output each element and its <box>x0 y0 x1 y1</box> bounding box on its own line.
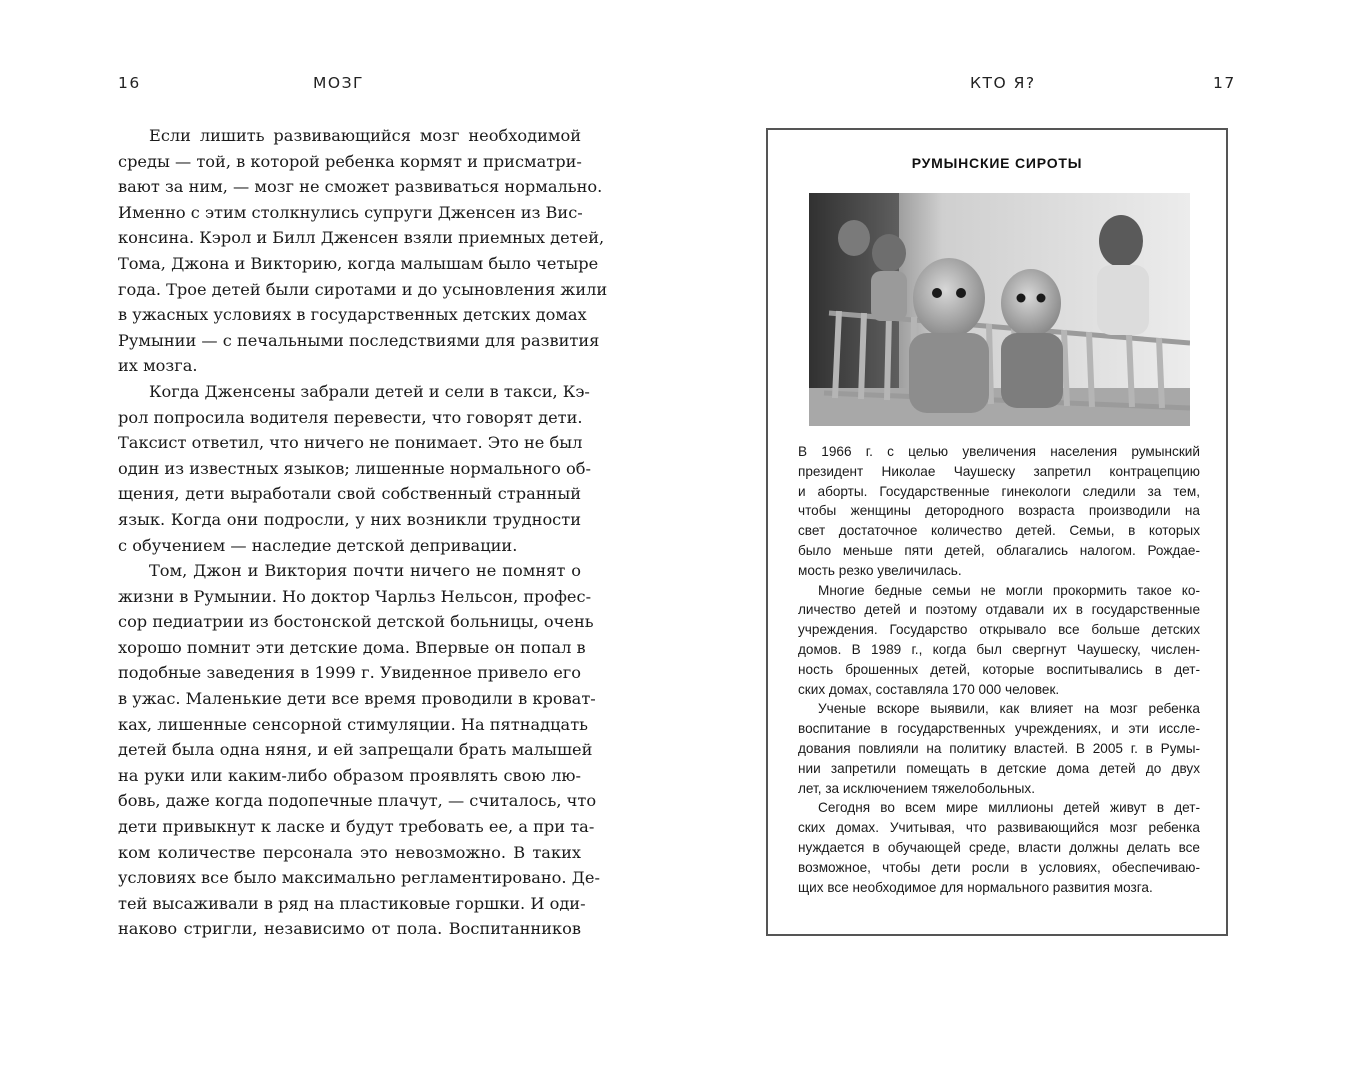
sidebar-line: В 1966 г. с целью увеличения населения румынский <box>798 444 1200 459</box>
sidebar-line: нуждается в обучающей среде, власти должны делать все <box>798 839 1200 855</box>
sidebar-box <box>766 128 1228 936</box>
sidebar-line: ских домах. Учитывая, что развивающийся мозг ребенка <box>798 820 1200 836</box>
text-line: ком количестве персонала это невозможно. В таких <box>118 842 581 862</box>
sidebar-line: воспитание в государственных учреждениях, и эти иссле- <box>798 721 1200 737</box>
sidebar-line: чтобы женщины детородного возраста производили на <box>798 503 1200 519</box>
text-line: среды — той, в которой ребенка кормят и присматри- <box>118 151 582 171</box>
text-line: детей была одна няня, и ей запрещали брать малышей <box>118 740 593 760</box>
text-line: один из известных языков; лишенные нормального об- <box>118 458 591 478</box>
text-line: условиях все было максимально регламентировано. Де- <box>118 868 600 888</box>
sidebar-line: ских домах, составляла 170 000 человек. <box>798 681 1060 697</box>
text-line: щения, дети выработали свой собственный странный <box>118 484 581 504</box>
running-head: МОЗГ <box>313 74 364 92</box>
text-line: в ужасных условиях в государственных детских домах <box>118 305 587 325</box>
text-line: Тома, Джона и Викторию, когда малышам было четыре <box>118 253 599 273</box>
sidebar-line: дования повлияли на политику властей. В 2005 г. в Румы- <box>798 740 1200 756</box>
text-line: года. Трое детей были сиротами и до усыновления жили <box>118 279 608 299</box>
text-line: рол попросила водителя перевести, что говорят дети. <box>118 407 583 427</box>
sidebar-line: и аборты. Государственные гинекологи следили за тем, <box>798 483 1200 499</box>
right-page <box>673 0 1347 1080</box>
body-text <box>118 123 608 942</box>
text-line: вают за ним, — мозг не сможет развиваться нормально. <box>118 177 603 197</box>
text-line: их мозга. <box>118 356 198 376</box>
sidebar-line: было меньше пяти детей, облагались налогом. Рождае- <box>798 542 1200 558</box>
text-line: консина. Кэрол и Билл Дженсен взяли приемных детей, <box>118 228 605 248</box>
orphans-photo <box>809 193 1190 426</box>
text-line: подобные заведения в 1999 г. Увиденное привело его <box>118 663 581 683</box>
sidebar-line: Ученые вскоре выявили, как влияет на мозг ребенка <box>818 701 1200 717</box>
sidebar-line: возможное, чтобы дети росли в условиях, обеспечиваю- <box>798 859 1200 875</box>
text-line: Том, Джон и Виктория почти ничего не помнят о <box>149 561 581 581</box>
sidebar-line: учреждения. Государство открывало все больше детских <box>798 622 1200 638</box>
sidebar-line: домов. В 1989 г., когда был свергнут Чаушеску, числен- <box>798 641 1200 657</box>
sidebar-line: нии запретили помещать в детские дома детей до двух <box>798 760 1200 776</box>
sidebar-line: свет достаточное количество детей. Семьи, в которых <box>798 523 1200 539</box>
sidebar-line: Многие бедные семьи не могли прокормить такое ко- <box>818 582 1200 598</box>
text-line: сор педиатрии из бостонской детской больницы, очень <box>118 612 594 632</box>
text-line: хорошо помнит эти детские дома. Впервые он попал в <box>118 637 586 657</box>
sidebar-line: ность брошенных детей, которые воспитывались в дет- <box>798 661 1200 677</box>
text-line: на руки или каким-либо образом проявлять свою лю- <box>118 765 581 785</box>
text-line: язык. Когда они подросли, у них возникли трудности <box>118 509 581 529</box>
page-number: 17 <box>1213 74 1236 92</box>
text-line: бовь, даже когда подопечные плачут, — считалось, что <box>118 791 597 811</box>
orphans-photo-illustration <box>809 193 1190 426</box>
sidebar-line: мость резко увеличилась. <box>798 562 962 578</box>
sidebar-line: президент Николае Чаушеску запретил контрацепцию <box>798 463 1200 479</box>
text-line: наково стригли, независимо от пола. Воспитанников <box>118 919 581 939</box>
page-number: 16 <box>118 74 141 92</box>
text-line: Таксист ответил, что ничего не понимает. Это не был <box>118 433 583 453</box>
text-line: дети привыкнут к ласке и будут требовать ее, а при та- <box>118 817 595 837</box>
text-line: тей высаживали в ряд на пластиковые горшки. И оди- <box>118 893 586 913</box>
sidebar-line: лет, за исключением тяжелобольных. <box>798 780 1035 796</box>
sidebar-line: личество детей и поэтому отдавали их в государственные <box>798 602 1200 618</box>
text-line: Именно с этим столкнулись супруги Дженсен из Вис- <box>118 202 583 222</box>
text-line: жизни в Румынии. Но доктор Чарльз Нельсон, профес- <box>118 586 592 606</box>
sidebar-title: РУМЫНСКИЕ СИРОТЫ <box>911 155 1083 171</box>
sidebar-text <box>798 442 1200 897</box>
running-head: КТО Я? <box>970 74 1036 92</box>
text-line: с обучением — наследие детской депривации. <box>118 535 518 555</box>
text-line: Когда Дженсены забрали детей и сели в такси, Кэ- <box>149 381 590 401</box>
text-line: Румынии — с печальными последствиями для развития <box>118 330 600 350</box>
left-page <box>0 0 673 1080</box>
text-line: ках, лишенные сенсорной стимуляции. На пятнадцать <box>118 714 588 734</box>
sidebar-line: щих все необходимое для нормального развития мозга. <box>798 879 1153 895</box>
text-line: Если лишить развивающийся мозг необходимой <box>149 126 581 145</box>
sidebar-line: Сегодня во всем мире миллионы детей живут в дет- <box>818 800 1200 816</box>
text-line: в ужас. Маленькие дети все время проводили в кроват- <box>118 689 596 709</box>
